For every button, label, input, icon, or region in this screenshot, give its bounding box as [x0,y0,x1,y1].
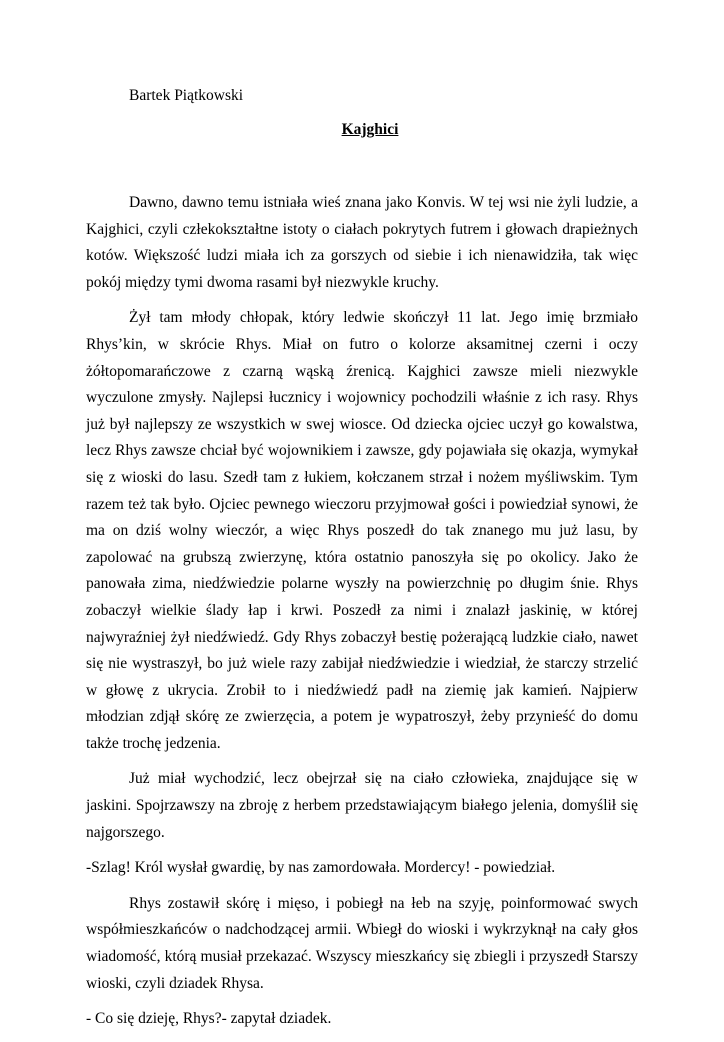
author-name: Bartek Piątkowski [129,87,244,104]
paragraph: Rhys zostawił skórę i mięso, i pobiegł na łeb na szyję, poinformować swych współmieszkańców o nadchodzącej armii. Wbiegł do wioski i wykrzyknął na cały głos wiadomość, którą musiał przekazać. Wszyscy mieszkańcy się zbiegli i przyszedł Starszy wioski, czyli dziadek Rhysa. [86,894,638,992]
paragraph: Dawno, dawno temu istniała wieś znana jako Konvis. W tej wsi nie żyli ludzie, a Kajghici, czyli człekokształtne istoty o ciałach pokrytych futrem i głowach drapieżnych kotów. Większość ludzi miała ich za gorszych od siebie i ich nienawidziła, tak więc pokój między tymi dwoma rasami był niezwykle kruchy. [86,194,638,291]
story-title: Kajghici [341,121,399,138]
dialogue-line: - Co się dzieję, Rhys?- zapytał dziadek. [86,1010,332,1028]
dialogue-line: -Szlag! Król wysłał gwardię, by nas zamordowała. Mordercy! - powiedział. [86,859,556,877]
story-body [86,190,638,1042]
paragraph: Już miał wychodzić, lecz obejrzał się na ciało człowieka, znajdujące się w jaskini. Spojrzawszy na zbroję z herbem przedstawiającym białego jelenia, domyślił się najgorszego. [86,770,638,841]
paragraph: Żył tam młody chłopak, który ledwie skończył 11 lat. Jego imię brzmiało Rhys’kin, w skrócie Rhys. Miał on futro o kolorze aksamitnej czerni i oczy żółtopomarańczowe z czarną wąską źrenicą. Kajghici zawsze mieli niezwykle wyczulone zmysły. Najlepsi łucznicy i wojownicy pochodzili właśnie z ich rasy. Rhys już był najlepszy ze wszystkich w swej wiosce. Od dziecka ojciec uczył go kowalstwa, lecz Rhys zawsze chciał być wojownikiem i zawsze, gdy pojawiała się okazja, wymykał się z wioski do lasu. Szedł tam z łukiem, kołczanem strzał i nożem myśliwskim. Tym razem też tak było. Ojciec pewnego wieczoru przyjmował gości i powiedział synowi, że ma on dziś wolny wieczór, a więc Rhys poszedł do tak znanego mu już lasu, by zapolować na grubszą zwierzynę, która ostatnio panoszyła się po okolicy. Jako że panowała zima, niedźwiedzie polarne wyszły na powierzchnię po długim śnie. Rhys zobaczył wielkie ślady łap i krwi. Poszedł za nimi i znalazł jaskinię, w której najwyraźniej żył niedźwiedź. Gdy Rhys zobaczył bestię pożerającą ludzkie ciało, nawet się nie wystraszył, bo już wiele razy zabijał niedźwiedzie i wiedział, że starczy strzelić w głowę z ukrycia. Zrobił to i niedźwiedź padł na ziemię jak kamień. Najpierw młodzian zdjął skórę ze zwierzęcia, a potem je wypatroszył, żeby przynieść do domu także trochę jedzenia. [86,309,638,752]
